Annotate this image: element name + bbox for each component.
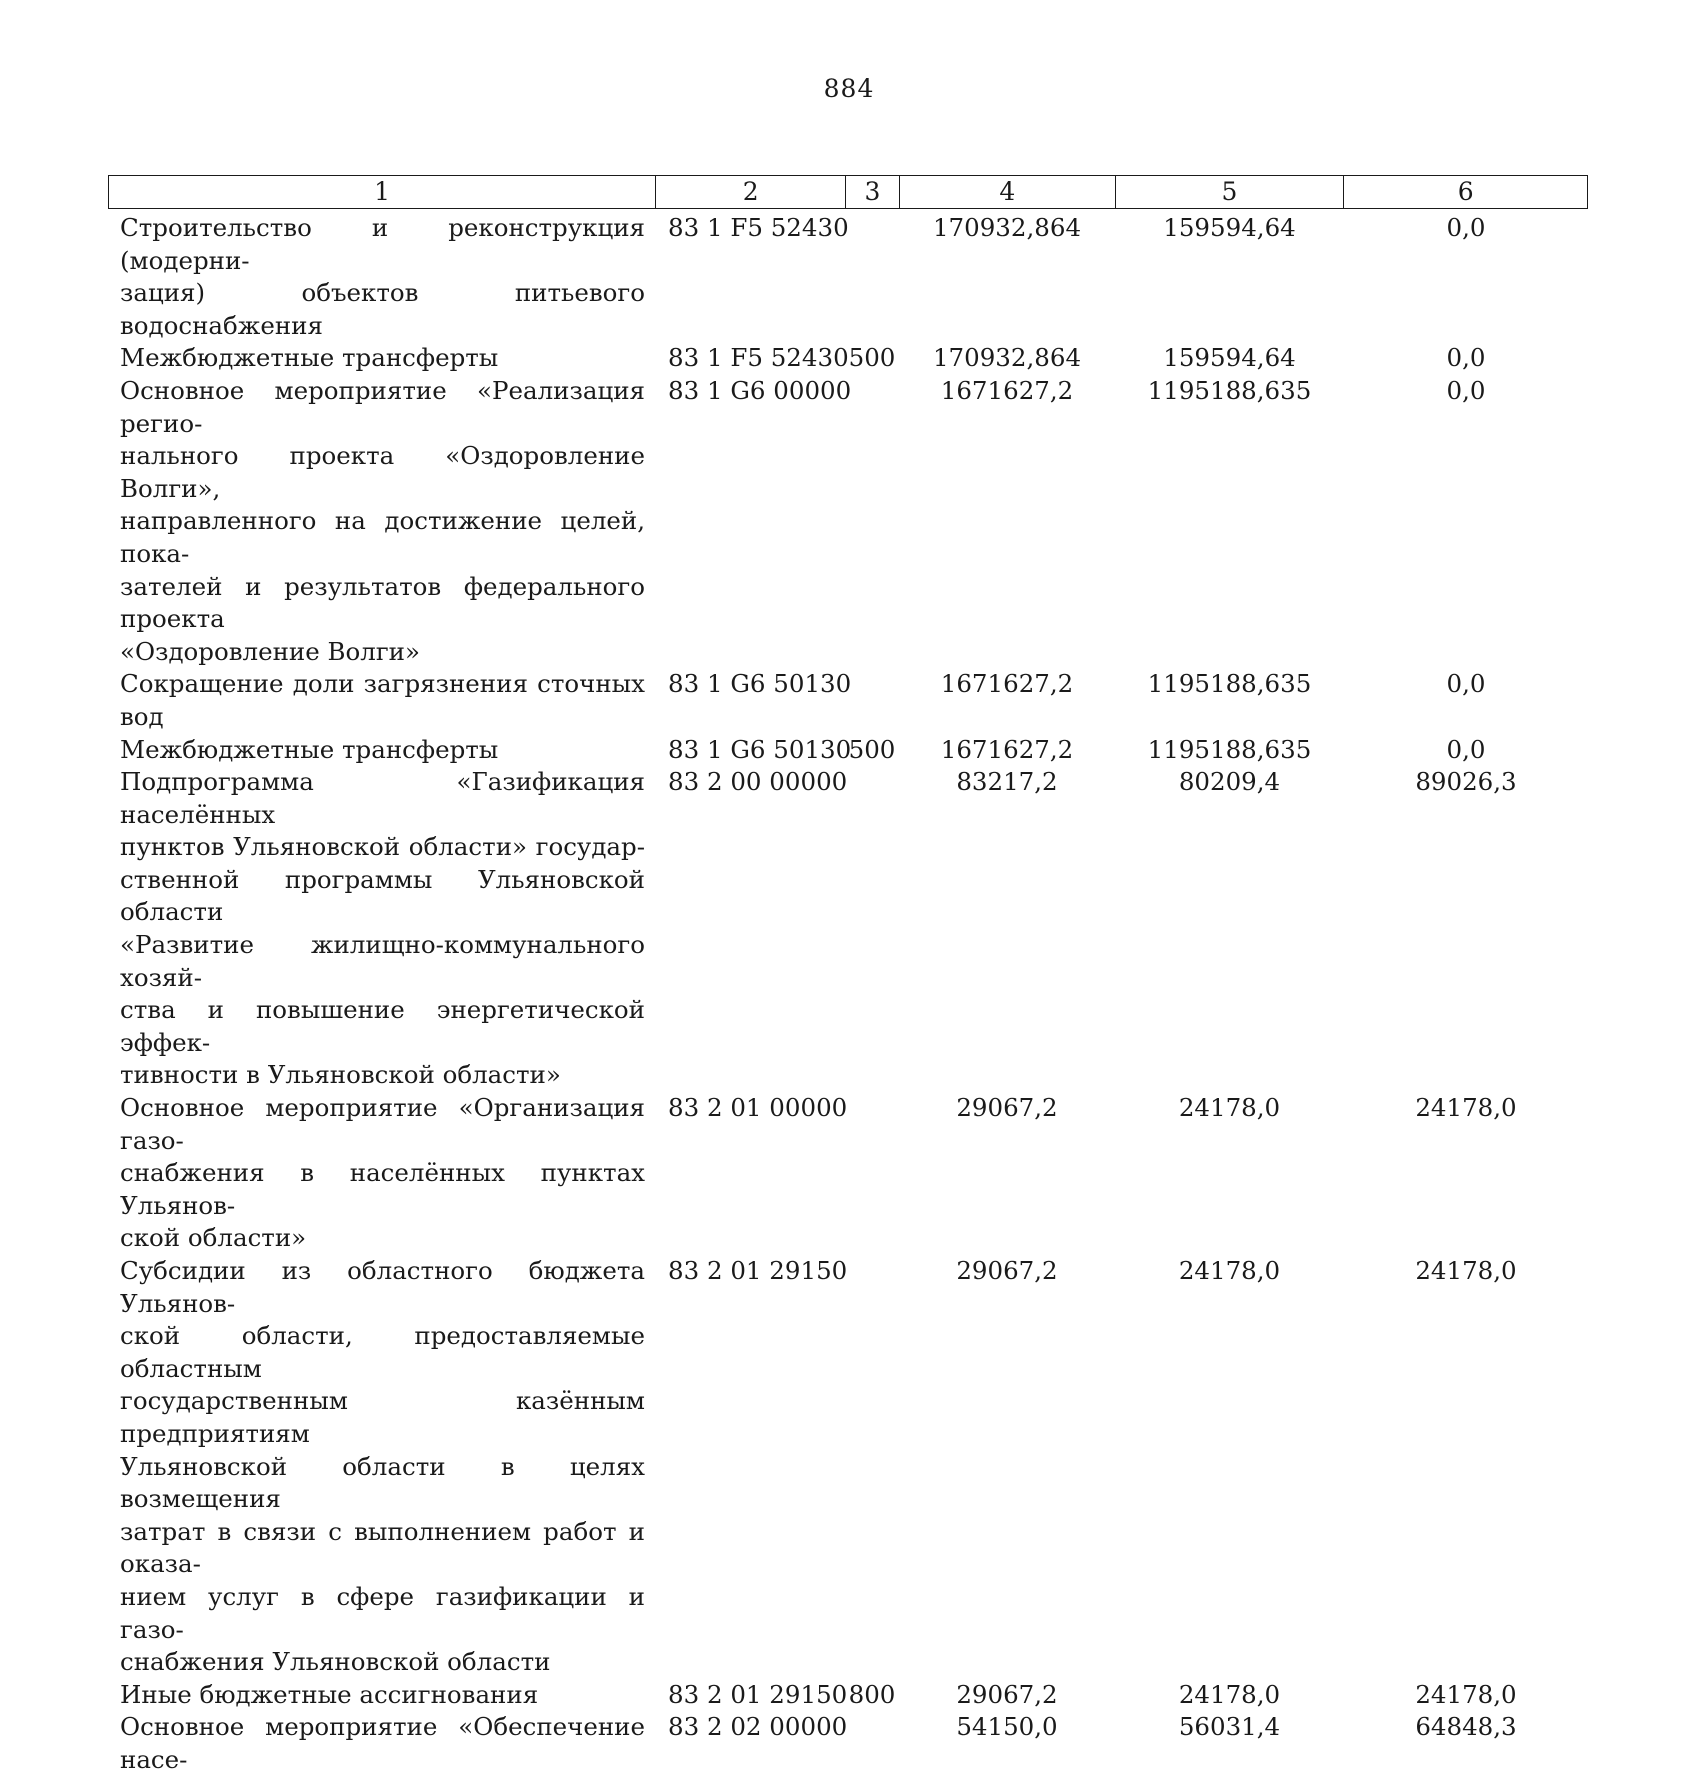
table-row	[108, 1679, 1588, 1712]
row-name-line: «Оздоровление Волги»	[120, 636, 420, 666]
row-name-line: Субсидии из областного бюджета Ульянов-	[120, 1256, 645, 1318]
row-value-5: 1195188,635	[1147, 669, 1312, 699]
table-row	[108, 1255, 1588, 1679]
table-row	[108, 212, 1588, 342]
column-header-6: 6	[1343, 176, 1587, 208]
row-name-line: направленного на достижение целей, пока-	[120, 506, 645, 568]
table-row	[108, 1092, 1588, 1255]
row-code: 83 1 F5 52430	[668, 343, 849, 373]
row-value-4: 1671627,2	[940, 734, 1074, 764]
row-value-4: 170932,864	[932, 343, 1082, 373]
row-code: 83 1 G6 50130	[668, 734, 852, 764]
row-name-line: ской области, предоставляемые областным	[120, 1321, 645, 1383]
row-name-line: Строительство и реконструкция (модерни-	[120, 213, 645, 275]
row-name	[108, 766, 655, 1092]
row-type	[845, 212, 899, 342]
row-value-6: 24178,0	[1415, 1256, 1517, 1285]
row-value-4: 29067,2	[956, 1256, 1058, 1285]
row-name	[108, 1255, 655, 1679]
row-name	[108, 342, 655, 375]
column-header-3: 3	[845, 176, 899, 208]
row-value-6: 24178,0	[1415, 1093, 1517, 1123]
row-name-line: Сокращение доли загрязнения сточных вод	[120, 669, 645, 731]
row-type	[845, 1255, 899, 1679]
column-header-2: 2	[655, 176, 845, 208]
row-value-4: 1671627,2	[940, 375, 1074, 405]
row-code: 83 2 02 00000	[668, 1712, 848, 1742]
row-name-line: тивности в Ульяновской области»	[120, 1060, 561, 1090]
row-name	[108, 212, 655, 342]
row-value-6: 24178,0	[1415, 1679, 1517, 1709]
row-value-4: 1671627,2	[940, 669, 1074, 699]
row-value-4: 29067,2	[956, 1093, 1058, 1123]
row-type	[845, 1711, 899, 1776]
row-name-line: Основное мероприятие «Реализация регио-	[120, 375, 645, 438]
row-value-4: 83217,2	[956, 767, 1058, 797]
budget-table	[108, 175, 1588, 1777]
row-type	[845, 375, 899, 668]
row-type	[845, 766, 899, 1092]
row-value-6: 0,0	[1446, 213, 1486, 242]
row-name-line: Ульяновской области в целях возмещения	[120, 1451, 645, 1514]
page-number: 884	[823, 74, 875, 103]
row-name-line: Иные бюджетные ассигнования	[120, 1679, 539, 1709]
row-name-line: «Развитие жилищно-коммунального хозяй-	[120, 930, 645, 992]
row-name	[108, 734, 655, 767]
row-value-5: 56031,4	[1178, 1712, 1281, 1742]
row-value-5: 1195188,635	[1147, 375, 1312, 405]
row-type: 500	[848, 343, 896, 373]
row-value-6: 64848,3	[1415, 1712, 1517, 1742]
row-value-6: 0,0	[1446, 375, 1486, 405]
row-name-line: нием услуг в сфере газификации и газо-	[120, 1581, 645, 1644]
row-name-line: государственным казённым предприятиям	[120, 1386, 645, 1448]
row-value-5: 24178,0	[1178, 1256, 1281, 1285]
row-code: 83 1 G6 50130	[668, 669, 852, 699]
row-name	[108, 1092, 655, 1255]
row-name-line: пунктов Ульяновской области» государ-	[120, 832, 645, 862]
row-name-line: ской области»	[120, 1223, 307, 1253]
row-code: 83 1 F5 52430	[668, 213, 849, 242]
row-code: 83 2 01 00000	[668, 1093, 848, 1123]
row-code: 83 2 00 00000	[668, 767, 848, 797]
row-value-4: 170932,864	[932, 213, 1082, 242]
row-name-line: снабжения в населённых пунктах Ульянов-	[120, 1158, 645, 1220]
row-name-line: зация) объектов питьевого водоснабжения	[120, 278, 645, 340]
row-name	[108, 1711, 655, 1776]
row-name-line: ства и повышение энергетической эффек-	[120, 995, 645, 1057]
row-name-line: Межбюджетные трансферты	[120, 734, 499, 764]
column-header-4: 4	[899, 176, 1115, 208]
column-header-1: 1	[374, 177, 391, 206]
row-name	[108, 375, 655, 668]
row-value-5: 24178,0	[1178, 1093, 1281, 1123]
row-name-line: Межбюджетные трансферты	[120, 343, 499, 373]
row-value-5: 24178,0	[1178, 1679, 1281, 1709]
table-row	[108, 1711, 1588, 1776]
row-name-line: нального проекта «Оздоровление Волги»,	[120, 441, 645, 503]
row-value-6: 0,0	[1446, 734, 1486, 764]
row-name	[108, 668, 655, 733]
row-value-4: 54150,0	[956, 1712, 1058, 1742]
row-code: 83 2 01 29150	[668, 1679, 848, 1709]
row-name-line: затрат в связи с выполнением работ и оказа-	[120, 1516, 645, 1579]
row-type: 800	[848, 1679, 896, 1709]
row-value-5: 159594,64	[1163, 343, 1296, 373]
row-code: 83 2 01 29150	[668, 1256, 848, 1285]
table-row	[108, 766, 1588, 1092]
table-row	[108, 668, 1588, 733]
table-row	[108, 342, 1588, 375]
row-value-5: 80209,4	[1178, 767, 1281, 797]
row-name	[108, 1679, 655, 1712]
row-type	[845, 668, 899, 733]
table-body	[108, 212, 1588, 1777]
row-code: 83 1 G6 00000	[668, 375, 852, 405]
table-header	[108, 175, 1588, 209]
row-name-line: Основное мероприятие «Организация газо-	[120, 1093, 645, 1155]
table-row	[108, 375, 1588, 668]
row-value-4: 29067,2	[956, 1679, 1058, 1709]
row-type	[845, 1092, 899, 1255]
row-name-line: снабжения Ульяновской области	[120, 1647, 551, 1677]
row-name-line: ственной программы Ульяновской области	[120, 864, 645, 927]
row-name-line: Подпрограмма «Газификация населённых	[120, 767, 645, 829]
row-type: 500	[848, 734, 896, 764]
table-row	[108, 734, 1588, 767]
column-header-5: 5	[1115, 176, 1344, 208]
row-name-line: зателей и результатов федерального проекта	[120, 571, 645, 634]
row-value-6: 0,0	[1446, 343, 1486, 373]
row-value-6: 89026,3	[1415, 767, 1517, 797]
row-value-5: 159594,64	[1163, 213, 1296, 242]
row-value-5: 1195188,635	[1147, 734, 1312, 764]
row-value-6: 0,0	[1446, 669, 1486, 699]
row-name-line: Основное мероприятие «Обеспечение насе-	[120, 1712, 645, 1774]
